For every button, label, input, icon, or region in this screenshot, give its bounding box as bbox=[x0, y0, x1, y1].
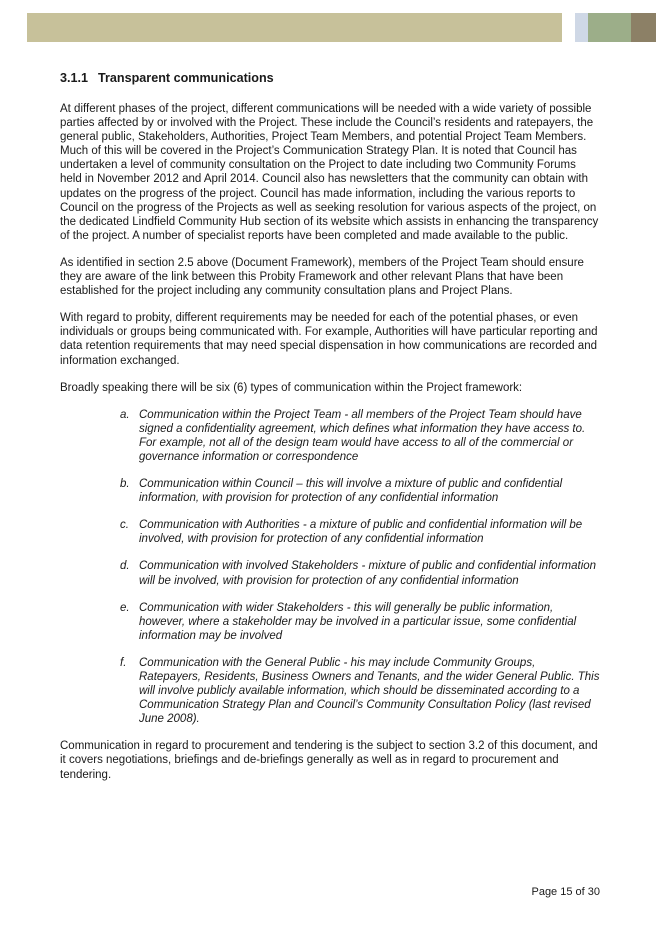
list-marker: f. bbox=[120, 656, 127, 669]
header-bar-gap-segment bbox=[562, 13, 575, 42]
header-bar-brown-segment bbox=[631, 13, 656, 42]
list-marker: c. bbox=[120, 519, 129, 532]
paragraph-communication-types-intro: Broadly speaking there will be six (6) types of communication within the Project framework: bbox=[60, 381, 523, 394]
list-item bbox=[120, 601, 600, 643]
paragraph-closing: Communication in regard to procurement and tendering is the subject to section 3.2 of this document, and it covers negotiations, briefings and de-briefings generally as well as in regard to procurement and tendering. bbox=[60, 740, 598, 781]
header-color-bar bbox=[27, 13, 656, 42]
paragraph-probity: With regard to probity, different requirements may be needed for each of the potential phases, or even individuals or groups being communicated with. For example, Authorities will have particular reporting and data retention requirements that may need special dispensation in how communications are recorded and information exchanged. bbox=[60, 312, 598, 367]
section-number: 3.1.1 bbox=[60, 71, 89, 85]
list-item bbox=[120, 559, 600, 587]
list-item-text: Communication within the Project Team - all members of the Project Team should have signed a confidentiality agreement, which defines what information they have access to. For example, not all of the design team would have access to all of the commercial or governance information or correspondence bbox=[139, 408, 586, 463]
list-marker: b. bbox=[120, 478, 130, 491]
header-bar-green-segment bbox=[588, 13, 631, 42]
header-bar-main-segment bbox=[27, 13, 562, 42]
paragraph-intro: At different phases of the project, different communications will be needed with a wide variety of possible parties affected by or involved with the Project. These include the Council’s residents and ratepayers, the general public, Stakeholders, Authorities, Project Team Members, and potential Project Team Members. Much of this will be covered in the Project’s Communication Strategy Plan. It is noted that Council has undertaken a level of community consultation on the Project to date including two Community Forums held in November 2012 and April 2014. Council also has newsletters that the community can obtain with updates on the progress of the project. Council has made information, including the various reports to Council on the progress of the Projects as well as seeking resolution for various aspects of the project, on the dedicated Lindfield Community Hub section of its website which assists in enhancing the transparency of the project. A number of specialist reports have been completed and made available to the public. bbox=[60, 103, 599, 242]
section-heading bbox=[60, 70, 600, 86]
page-number: Page 15 of 30 bbox=[531, 886, 600, 898]
list-item-text: Communication with involved Stakeholders - mixture of public and confidential information will be involved, with provision for protection of any confidential information bbox=[139, 560, 597, 587]
list-marker: d. bbox=[120, 560, 130, 573]
communication-types-list bbox=[60, 408, 600, 727]
list-item-text: Communication within Council – this will involve a mixture of public and confidential information, with provision for protection of any confidential information bbox=[139, 478, 563, 505]
list-item bbox=[120, 656, 600, 726]
list-marker: e. bbox=[120, 601, 130, 614]
document-body bbox=[60, 70, 600, 795]
section-title-text: Transparent communications bbox=[98, 71, 274, 85]
list-item-text: Communication with the General Public - his may include Community Groups, Ratepayers, Residents, Business Owners and Tenants, and the wider General Public. This will involve publicly available information, which should be disseminated according to a Communication Strategy Plan and Council’s Community Consultation Policy (last revised June 2008). bbox=[139, 656, 600, 726]
header-bar-blue-segment bbox=[575, 13, 588, 42]
list-item bbox=[120, 477, 600, 505]
paragraph-document-framework: As identified in section 2.5 above (Document Framework), members of the Project Team should ensure they are aware of the link between this Probity Framework and other relevant Plans that have been established for the project including any community consultation plans and Project Plans. bbox=[60, 256, 584, 298]
list-item-text: Communication with Authorities - a mixture of public and confidential information will be involved, with provision for protection of any confidential information bbox=[139, 519, 583, 546]
list-item-text: Communication with wider Stakeholders - this will generally be public information, however, where a stakeholder may be involved in a particular issue, some confidential information may be involved bbox=[139, 601, 577, 642]
list-item bbox=[120, 518, 600, 546]
list-item bbox=[120, 408, 600, 464]
list-marker: a. bbox=[120, 408, 130, 421]
